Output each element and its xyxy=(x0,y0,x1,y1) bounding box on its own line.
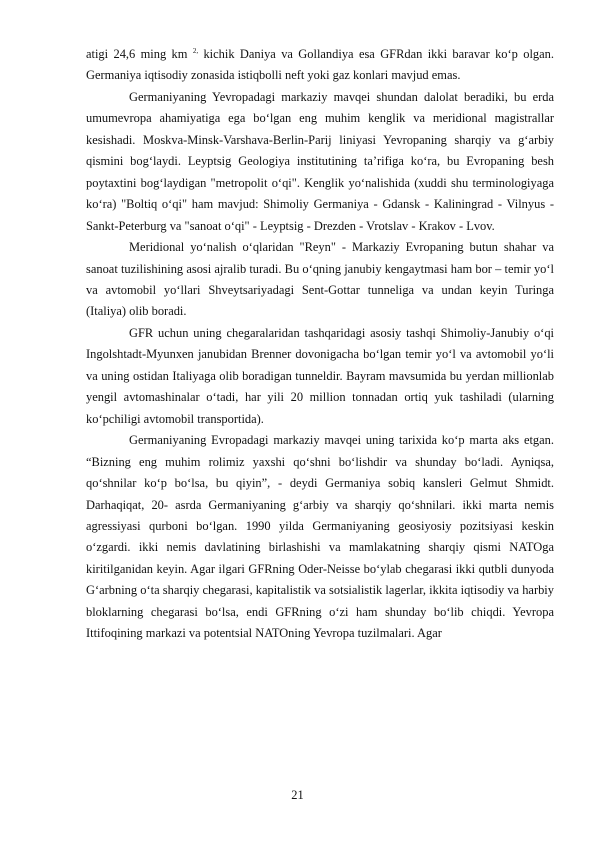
paragraph-1-text-end: kichik Daniya va Gollandiya esa GFRdan ikki baravar ko‘p olgan. Germaniya iqtisodiy zonasida istiqbolli neft yoki gaz konlari mavjud emas. xyxy=(86,47,554,83)
paragraph-4: GFR uchun uning chegaralaridan tashqaridagi asosiy tashqi Shimoliy-Janubiy o‘qi Ingolshtadt-Myunxen janubidan Brenner dovonigacha bo‘lgan temir yo‘l va avtomobil yo‘li va uning ostidan Italiyaga olib boradigan tunneldir. Bayram mavsumida bu yerdan millionlab yengil avtomashinalar o‘tadi, har yili 20 million tonnadan ortiq yuk tashiladi (ularning ko‘pchiligi avtomobil transportida). xyxy=(86,325,554,426)
page-number: 21 xyxy=(291,788,304,802)
paragraph-1-text-start: atigi 24,6 ming km xyxy=(86,47,193,61)
paragraph-2: Germaniyaning Yevropadagi markaziy mavqei shundan dalolat beradiki, bu erda umumevropa ahamiyatiga ega bo‘lgan eng muhim kenglik va meridional magistrallar kesishadi. Moskva-Minsk-Varshava-Berlin-Parij liniyasi Yevropaning sharqiy va g‘arbiy qismini bog‘laydi. Leyptsig Geologiya institutining ta’rifiga ko‘ra, bu Evropaning besh poytaxtini bog‘laydigan "metropolit o‘qi". Kenglik yo‘nalishida (xuddi shu terminologiyaga ko‘ra) "Boltiq o‘qi" ham mavjud: Shimoliy Germaniya - Gdansk - Kaliningrad - Vilnyus - Sankt-Peterburg va "sanoat o‘qi" - Leyptsig - Drezden - Vrotslav - Krakov - Lvov. xyxy=(86,89,554,233)
document-page xyxy=(86,44,554,645)
paragraph-1 xyxy=(86,44,554,87)
paragraph-5: Germaniyaning Evropadagi markaziy mavqei uning tarixida ko‘p marta aks etgan. “Bizning eng muhim rolimiz yaxshi qo‘shni bo‘lishdir va shunday bo‘ladi. Ayniqsa, qo‘shnilar ko‘p bo‘lsa, bu qiyin”, - deydi Germaniya sobiq kansleri Gelmut Shmidt. Darhaqiqat, 20- asrda Germaniyaning g‘arbiy va sharqiy qo‘shnilari. ikki marta nemis agressiyasi qurboni bo‘lgan. 1990 yilda Germaniyaning geosiyosiy pozitsiyasi keskin o‘zgardi. ikki nemis davlatining birlashishi va mamlakatning sharqiy qismi NATOga kiritilganidan keyin. Agar ilgari GFRning Oder-Neisse bo‘ylab chegarasi ikki qutbli dunyoda G‘arbning o‘ta sharqiy chegarasi, kapitalistik va sotsialistik lagerlar, ikkita iqtisodiy va harbiy bloklarning chegarasi bo‘lsa, endi GFRning o‘zi ham shunday bo‘lib chiqdi. Yevropa Ittifoqining markazi va potentsial NATOning Yevropa tuzilmalari. Agar xyxy=(86,433,554,641)
superscript-mark: 2, xyxy=(192,47,199,55)
paragraph-3: Meridional yo‘nalish o‘qlaridan "Reyn" - Markaziy Evropaning butun shahar va sanoat tuzilishining asosi ajralib turadi. Bu o‘qning janubiy kengaytmasi ham bor – temir yo‘l va avtomobil yo‘llari Shveytsariyadagi Sent-Gottar tunneliga va undan keyin Turinga (Italiya) olib boradi. xyxy=(86,240,554,319)
